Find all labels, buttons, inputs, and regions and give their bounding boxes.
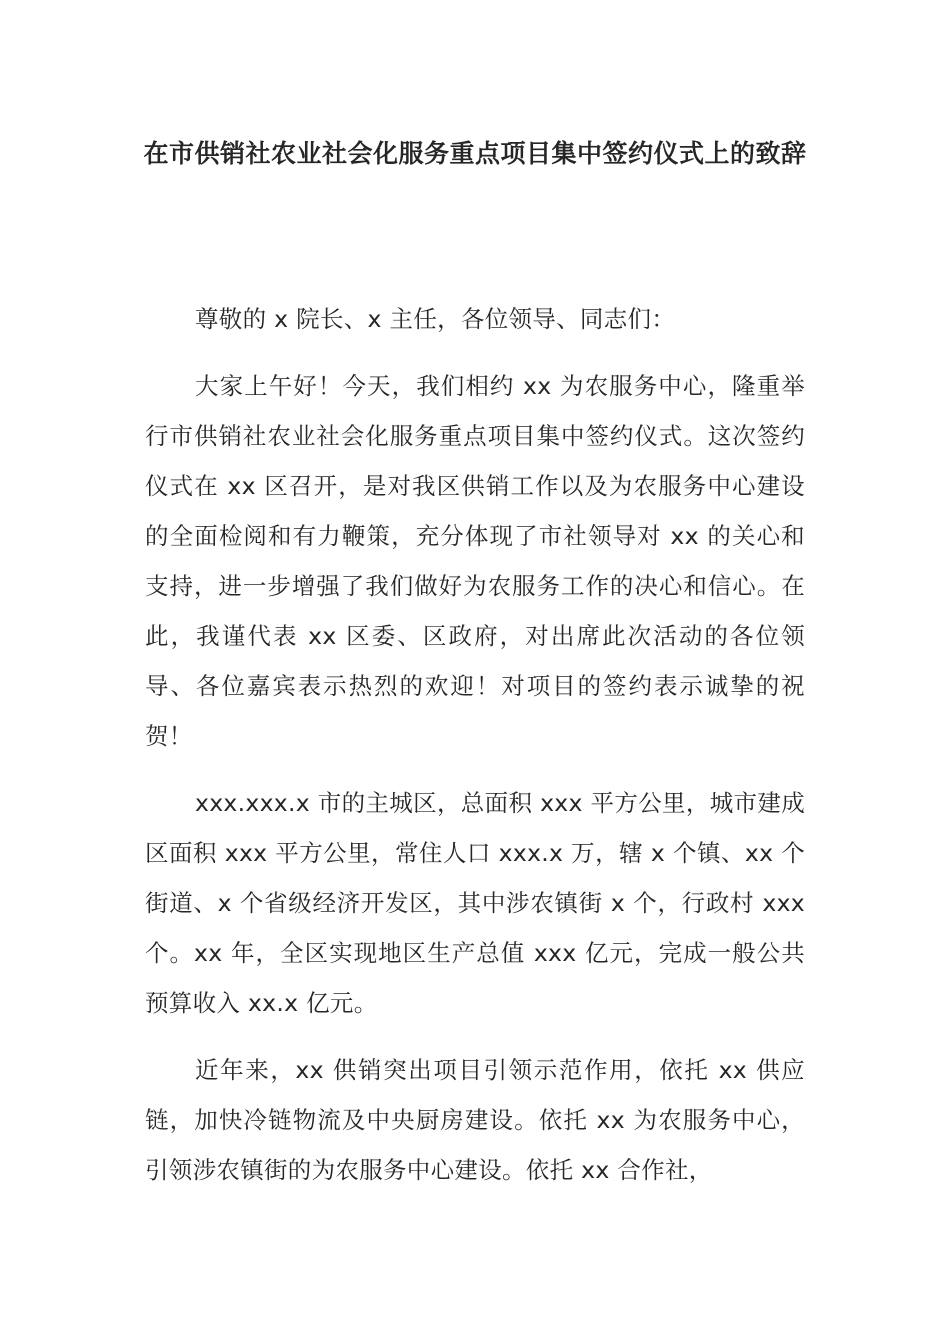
document-title: 在市供销社农业社会化服务重点项目集中签约仪式上的致辞 bbox=[143, 139, 807, 168]
recent-years-paragraph: 近年来，xx 供销突出项目引领示范作用，依托 xx 供应链，加快冷链物流及中央厨房建设。依托 xx 为农服务中心，引领涉农镇街的为农服务中心建设。依托 xx 合作社， bbox=[145, 1056, 805, 1184]
district-overview-paragraph: xxx.xxx.x 市的主城区，总面积 xxx 平方公里，城市建成区面积 xxx 平方公里，常住人口 xxx.x 万，辖 x 个镇、xx 个街道、x 个省级经济开发区，其中涉农镇街 x 个，行政村 xxx 个。xx 年，全区实现地区生产总值 xxx 亿元，完成一般公共预算收入 xx.x 亿元。 bbox=[145, 789, 805, 1017]
salutation-paragraph: 尊敬的 x 院长、x 主任，各位领导、同志们： bbox=[195, 305, 676, 333]
greeting-paragraph: 大家上午好！今天，我们相约 xx 为农服务中心，隆重举行市供销社农业社会化服务重点项目集中签约仪式。这次签约仪式在 xx 区召开，是对我区供销工作以及为农服务中心建设的全面检阅和有力鞭策，充分体现了市社领导对 xx 的关心和支持，进一步增强了我们做好为农服务工作的决心和信心。在此，我谨代表 xx 区委、区政府，对出席此次活动的各位领导、各位嘉宾表示热烈的欢迎！对项目的签约表示诚挚的祝贺！ bbox=[145, 372, 805, 750]
document-body bbox=[145, 294, 805, 1212]
